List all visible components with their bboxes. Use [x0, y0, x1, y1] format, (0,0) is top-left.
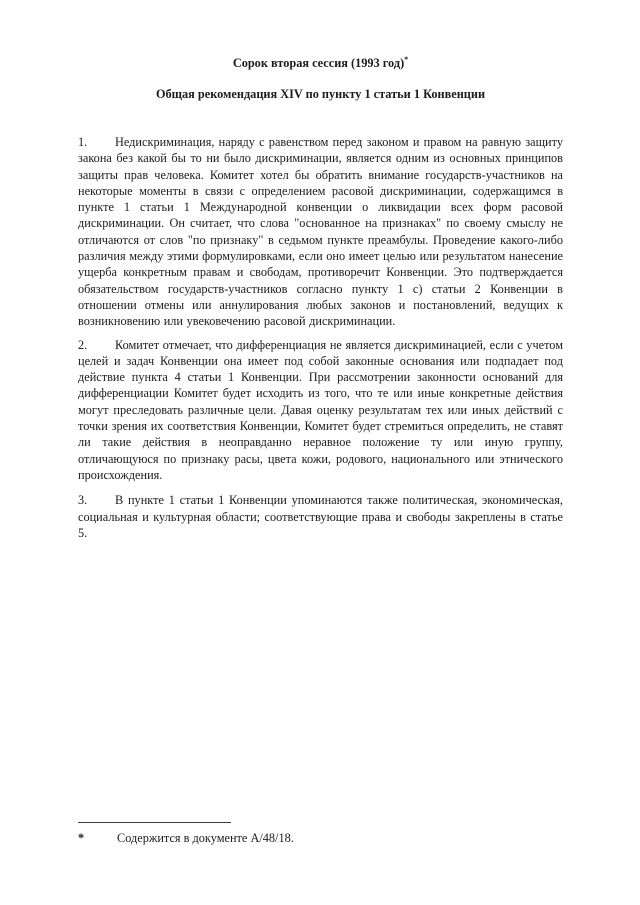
paragraph-1-text: Недискриминация, наряду с равенством перед законом и правом на равную защиту закона без какой бы то ни было дискриминации, является одним из основных принципов защиты прав человека. Комитет хотел бы обратить внимание государств-участников на некоторые моменты в связи с определением расовой дискриминации, содержащимся в пункте 1 статьи 1 Международной конвенции о ликвидации всех форм расовой дискриминации. Он считает, что слова "основанное на признаках" по своему смыслу не отличаются от слов "по признаку" в седьмом пункте преамбулы. Проведение какого-либо различия между этими формулировками, если оно имеет целью или результатом нанесение ущерба конкретным правам и свободам, противоречит Конвенции. Это подтверждается обязательством государств-участников согласно пункту 1 с) статьи 2 Конвенции в отношении отмены или аннулирования любых законов и постановлений, ведущих к возникновению или увековечению расовой дискриминации.: [78, 135, 563, 329]
paragraph-3-number: 3.: [78, 493, 88, 508]
session-heading: [78, 55, 563, 71]
footnote-marker: *: [78, 831, 85, 845]
footnote-text: Содержится в документе A/48/18.: [117, 831, 294, 845]
session-heading-text: Сорок вторая сессия (1993 год): [232, 56, 405, 70]
recommendation-heading: Общая рекомендация XIV по пункту 1 статьи 1 Конвенции: [155, 87, 486, 101]
footnote-line: [78, 830, 563, 846]
paragraph-3: [78, 492, 563, 541]
footnote: [78, 822, 563, 846]
heading-footnote-marker: *: [404, 54, 409, 64]
paragraph-2-number: 2.: [78, 337, 88, 352]
paragraph-1-number: 1.: [78, 135, 88, 149]
paragraph-1: [78, 134, 563, 330]
paragraph-3-text: В пункте 1 статьи 1 Конвенции упоминаются также политическая, экономическая, социальная и культурная области; соответствующие права и свободы закреплены в статье 5.: [78, 493, 563, 540]
paragraph-2: [78, 337, 563, 484]
footnote-divider: [78, 822, 231, 823]
paragraph-2-text: Комитет отмечает, что дифференциация не является дискриминацией, если с учетом целей и задач Конвенции она имеет под собой законные основания или подпадает под действие пункта 4 статьи 1 Конвенции. При рассмотрении законности оснований для дифференциации Комитет будет исходить из того, что те или иные конкретные действия могут преследовать различные цели. Давая оценку результатам тех или иных действий с точки зрения их соответствия Конвенции, Комитет будет стремиться определить, не ставят ли такие действия в неоправданно неравное положение ту или иную группу, отличающуюся по признаку расы, цвета кожи, родового, национального или этнического происхождения.: [78, 337, 563, 482]
